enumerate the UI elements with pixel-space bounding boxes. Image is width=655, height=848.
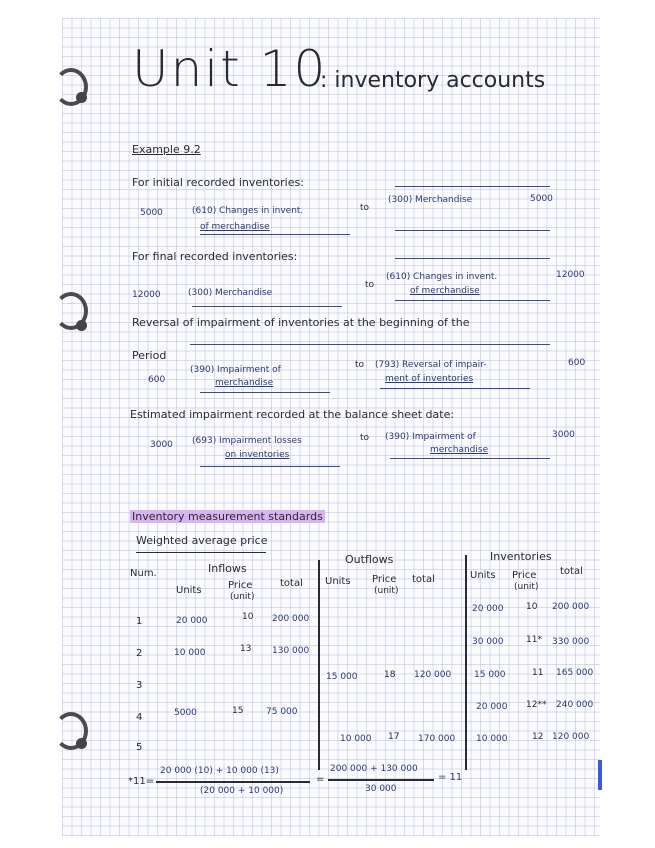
estimated-to: to (360, 433, 370, 443)
reversal-credit: (793) Reversal of impair- (375, 360, 487, 370)
reversal-to: to (355, 360, 365, 370)
formula-eq1: = (316, 774, 325, 785)
inv-price: 12 (532, 732, 544, 742)
page-title: Unit 10 (132, 40, 328, 98)
weighted-heading: Weighted average price (136, 534, 268, 547)
inv-total: 120 000 (552, 732, 590, 742)
inv-units: 15 000 (474, 670, 506, 680)
fraction-bar (328, 779, 434, 781)
inventories-units-header: Units (470, 570, 496, 581)
in-price: 15 (232, 706, 244, 716)
page-subtitle: : inventory accounts (320, 68, 546, 93)
reversal-debit: (390) Impairment of (190, 365, 281, 375)
inventories-total-header: total (560, 566, 583, 577)
initial-debit-cont: of merchandise (200, 222, 270, 232)
initial-debit: (610) Changes in invent. (192, 206, 304, 216)
formula-prefix: *11= (128, 776, 155, 787)
reversal-credit-cont: ment of inventories (385, 374, 474, 384)
inventories-price-header: Price (512, 570, 537, 581)
outflows-header: Outflows (345, 553, 394, 566)
punch-hole-top (76, 92, 87, 103)
row-num: 1 (136, 616, 143, 627)
in-total: 75 000 (266, 707, 298, 717)
final-debit: (300) Merchandise (188, 288, 273, 298)
table-divider (465, 555, 467, 770)
final-amount-right: 12000 (556, 270, 585, 280)
reversal-debit-cont: merchandise (215, 378, 274, 388)
journal-rule (190, 344, 550, 345)
inflows-units-header: Units (176, 585, 202, 596)
journal-rule (395, 230, 550, 231)
journal-rule (395, 186, 550, 187)
final-credit: (610) Changes in invent. (386, 272, 498, 282)
in-units: 10 000 (174, 648, 206, 658)
out-price: 18 (384, 670, 396, 680)
page-margin-right (600, 0, 655, 848)
fraction-bar (156, 781, 310, 783)
journal-rule (192, 306, 342, 307)
inventories-price-unit: (unit) (514, 582, 539, 592)
reversal-amount-left: 600 (148, 375, 166, 385)
row-num: 3 (136, 680, 143, 691)
outflows-total-header: total (412, 574, 435, 585)
inv-total: 200 000 (552, 602, 590, 612)
inv-total: 330 000 (552, 637, 590, 647)
inflows-price-unit: (unit) (230, 592, 255, 602)
reversal-heading: Reversal of impairment of inventories at the beginning of the (132, 316, 470, 329)
out-total: 120 000 (414, 670, 452, 680)
out-price: 17 (388, 732, 400, 742)
inflows-total-header: total (280, 578, 303, 589)
out-units: 10 000 (340, 734, 372, 744)
col-num-header: Num. (130, 568, 157, 579)
inv-price: 10 (526, 602, 538, 612)
outflows-price-unit: (unit) (374, 586, 399, 596)
inv-price: 11* (526, 635, 542, 645)
notebook-page (62, 18, 602, 836)
final-amount-left: 12000 (132, 290, 161, 300)
estimated-amount-left: 3000 (150, 440, 173, 450)
formula-result: = 11 (438, 772, 463, 783)
reversal-heading-cont: Period (132, 349, 167, 362)
inv-price: 12** (526, 700, 547, 710)
punch-hole-middle (76, 320, 87, 331)
initial-credit: (300) Merchandise (388, 195, 473, 205)
journal-rule (395, 300, 550, 301)
inv-total: 165 000 (556, 668, 594, 678)
in-total: 130 000 (272, 646, 310, 656)
row-num: 2 (136, 648, 143, 659)
inv-price: 11 (532, 668, 544, 678)
in-total: 200 000 (272, 614, 310, 624)
standards-heading: Inventory measurement standards (132, 510, 323, 523)
row-num: 4 (136, 712, 143, 723)
formula-num1: 20 000 (10) + 10 000 (13) (160, 766, 279, 776)
inflows-price-header: Price (228, 580, 253, 591)
inv-units: 10 000 (476, 734, 508, 744)
initial-amount-right: 5000 (530, 194, 553, 204)
reversal-amount-right: 600 (568, 358, 586, 368)
heading-underline (136, 552, 266, 553)
initial-heading: For initial recorded inventories: (132, 176, 304, 189)
estimated-amount-right: 3000 (552, 430, 575, 440)
final-to: to (365, 280, 375, 290)
inflows-header: Inflows (208, 562, 247, 575)
estimated-heading: Estimated impairment recorded at the balance sheet date: (130, 408, 455, 421)
estimated-credit: (390) Impairment of (385, 432, 476, 442)
out-total: 170 000 (418, 734, 456, 744)
example-heading: Example 9.2 (132, 143, 201, 156)
outflows-units-header: Units (325, 576, 351, 587)
blue-edge-tab (598, 760, 602, 790)
inventories-header: Inventories (490, 550, 552, 563)
outflows-price-header: Price (372, 574, 397, 585)
journal-rule (380, 388, 530, 389)
journal-rule (200, 392, 330, 393)
formula-den2: 30 000 (365, 784, 397, 794)
final-credit-cont: of merchandise (410, 286, 480, 296)
journal-rule (395, 258, 550, 259)
journal-rule (390, 458, 550, 459)
out-units: 15 000 (326, 672, 358, 682)
in-price: 10 (242, 612, 254, 622)
inv-units: 20 000 (472, 604, 504, 614)
estimated-credit-cont: merchandise (430, 445, 489, 455)
punch-hole-bottom (76, 738, 87, 749)
journal-rule (200, 466, 340, 467)
inv-units: 30 000 (472, 637, 504, 647)
formula-den1: (20 000 + 10 000) (200, 786, 284, 796)
journal-rule (200, 234, 350, 235)
estimated-debit: (693) Impairment losses (192, 436, 302, 446)
inv-total: 240 000 (556, 700, 594, 710)
initial-amount-left: 5000 (140, 208, 163, 218)
initial-to: to (360, 203, 370, 213)
estimated-debit-cont: on inventories (225, 450, 290, 460)
in-units: 20 000 (176, 616, 208, 626)
row-num: 5 (136, 742, 143, 753)
in-units: 5000 (174, 708, 197, 718)
table-divider (318, 560, 320, 770)
in-price: 13 (240, 644, 252, 654)
inv-units: 20 000 (476, 702, 508, 712)
final-heading: For final recorded inventories: (132, 250, 298, 263)
formula-num2: 200 000 + 130 000 (330, 764, 418, 774)
